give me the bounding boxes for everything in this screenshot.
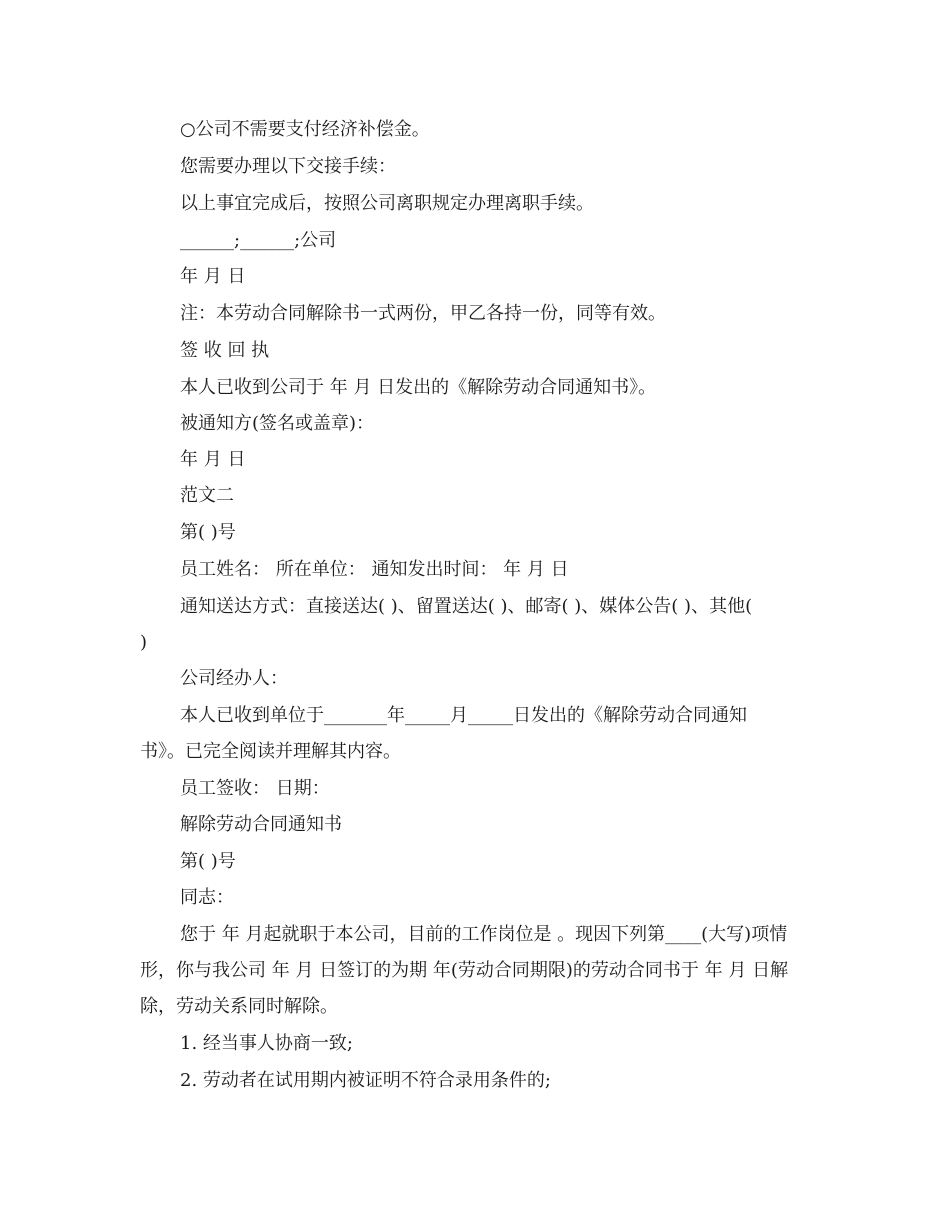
text-line: 同志： [180,887,234,908]
section-heading: 解除劳动合同通知书 [180,814,342,835]
list-item: 1. 经当事人协商一致; [180,1033,353,1054]
text-line: 通知送达方式：直接送达( )、留置送达( )、邮寄( )、媒体公告( )、其他( [180,596,753,617]
date-line: 年 月 日 [180,266,246,287]
text-line: 被通知方(签名或盖章)： [180,413,375,434]
text-line: 书》。已完全阅读并理解其内容。 [140,741,401,762]
paragraph-line: 除，劳动关系同时解除。 [140,996,338,1017]
text-line: 公司经办人： [180,668,288,689]
date-line: 年 月 日 [180,449,246,470]
text-line: 第( )号 [180,851,236,872]
text-line: 第( )号 [180,522,236,543]
paragraph-line: 形，你与我公司 年 月 日签订的为期 年(劳动合同期限)的劳动合同书于 年 月 日解 [140,960,789,981]
note-line: 注：本劳动合同解除书一式两份，甲乙各持一份，同等有效。 [180,303,666,324]
text-line: 您需要办理以下交接手续： [180,156,396,177]
text-line: ______;______;公司 [180,230,337,251]
section-heading: 签 收 回 执 [180,340,270,361]
list-item: 2. 劳动者在试用期内被证明不符合录用条件的; [180,1070,551,1091]
text-line: 以上事宜完成后，按照公司离职规定办理离职手续。 [180,193,594,214]
paragraph-line: 您于 年 月起就职于本公司，目前的工作岗位是 。现因下列第____(大写)项情 [180,924,788,945]
text-line: ○公司不需要支付经济补偿金。 [180,119,430,140]
text-line: 本人已收到公司于 年 月 日发出的《解除劳动合同通知书》。 [180,377,657,398]
text-line: ) [140,632,148,653]
text-line: 员工签收： 日期： [180,778,330,799]
text-line: 员工姓名： 所在单位： 通知发出时间： 年 月 日 [180,559,569,580]
text-line: 本人已收到单位于_______年_____月_____日发出的《解除劳动合同通知 [180,705,747,726]
section-heading: 范文二 [180,485,234,506]
